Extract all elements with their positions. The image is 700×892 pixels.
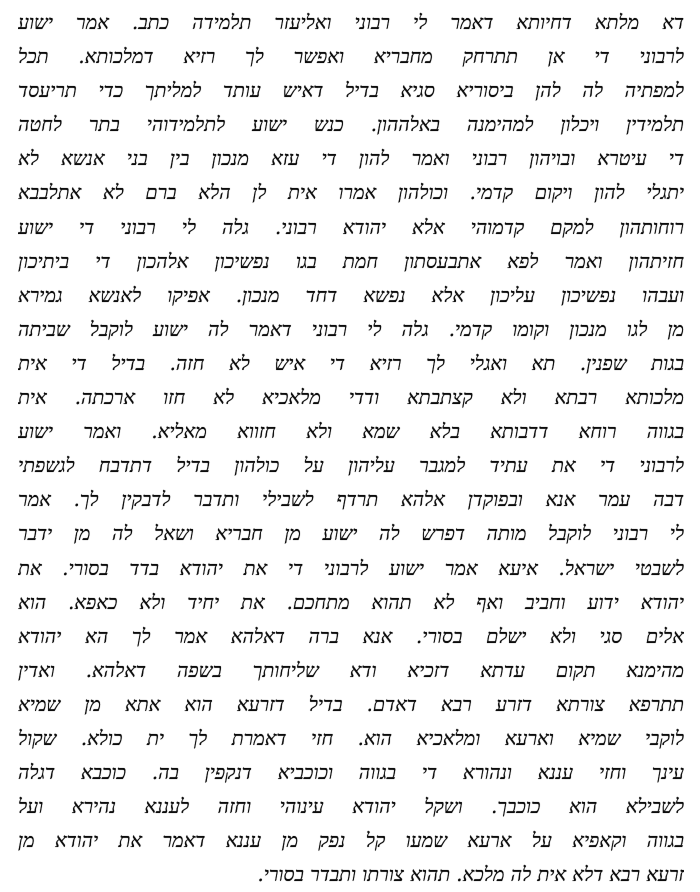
text-line-19: אלים סגי ולא ישלם בסורי. אנא ברה דאלהא אמר לך הא יהודא	[18, 624, 684, 648]
text-line-24: לשבילא הוא כוכבך. ושקל יהודא עינוהי וחזה לעננא נהירא ועל	[18, 795, 684, 819]
text-line-1: דא מלתא דחיותא דאמר לי רבוני ואליעזר תלמידה כתב. אמר ישוע	[18, 11, 684, 34]
text-line-18: יהודא ידוע וחביב ואף לא תהוא מתחכם. את יחיד ולא כאפא. הוא	[18, 590, 684, 614]
text-line-12: מלכותא רבתא ולא קצתבתא ודדי מלאכיא לא חזו ארכתה. אית	[18, 386, 684, 410]
text-line-10: מן לגו מנכון וקומו קדמי. גלה לי רבוני דאמר לה ישוע לוקבל שביתה	[18, 317, 684, 341]
text-line-14: לרבוני די את עתיד למגבר עליהון על כולהון בדיל דתדבח לגשפתי	[18, 454, 684, 478]
text-line-3: למפתיה לה להן ביסוריא סגיא בדיל דאיש עותד למליתך כדי תריעסד	[18, 79, 684, 103]
text-line-25: בגווה וקאפיא על ארעא שמעו קל נפק מן עננא דאמר את יהודא מן	[18, 829, 684, 853]
text-line-16: לי רבוני לוקבל מותה דפרש לה ישוע מן חבריא ושאל לה מן ידבר	[18, 522, 684, 546]
text-line-15: דבה עמר אנא ובפוקדן אלהא תרדף לשבילי ותדבר לדבקין לך. אמר	[18, 488, 684, 512]
text-line-23: עינך וחזי עננא ונהורא די בגווה וכוכביא דנקפין בה. כוכבא דגלה	[18, 761, 684, 785]
text-line-26: זרעא רבא דלא אית לה מלכא. תהוא צורתו ותבדר בסורי.	[257, 863, 684, 887]
text-line-2: לרבוני די אן תתרחק מחבריא ואפשר לך רזיא דמלכותא. תכל	[18, 45, 684, 69]
text-line-20: מהימנא תקום עדתא דזכיא ודא שליחותך בשפה דאלהא. ואדין	[18, 658, 684, 682]
manuscript-text-block	[18, 6, 684, 892]
text-line-8: חזיתהון ואמר לפא אתבעסתון חמת בגו נפשיכון אלהכון די ביתיכון	[18, 249, 684, 273]
text-line-17: לשבטי ישראל. איעא אמר ישוע לרבוני די את יהודא בדד בסורי. את	[18, 556, 684, 580]
text-line-9: ועבהו נפשיכון עליכון אלא נפשא דחד מנכון. אפיקו לאנשא גמירא	[18, 283, 684, 307]
text-line-13: בגווה רוחא דדבותא בלא שמא ולא חזווא מאליא. ואמר ישוע	[18, 420, 684, 444]
text-line-7: רוחותהון למקם קדמוהי אלא יהודא רבוני. גלה לי רבוני די ישוע	[18, 215, 684, 239]
text-line-21: תתרפא צורתא דזרע רבא דאדם. בדיל דזרעא הוא אתא מן שמיא	[18, 692, 684, 716]
text-line-4: תלמידין ויכלון למהימנה באלההון. כנש ישוע לתלמידוהי בתר לחטה	[18, 113, 684, 137]
text-line-6: יתגלי להון ויקום קדמי. וכולהון אמרו אית לן הלא ברם לא אתלבבא	[18, 181, 684, 205]
text-line-5: די עיטרא ובויהון רבוני ואמר להון די עזא מנכון בין בני אנשא לא	[18, 147, 684, 171]
text-line-11: בגות שפנין. תא ואגלי לך רזיא די איש לא חזה. בדיל די אית	[18, 351, 684, 375]
text-line-22: לוקבי שמיא וארעא ומלאכיא הוא. חזי דאמרת לך ית כולא. שקול	[18, 726, 684, 750]
